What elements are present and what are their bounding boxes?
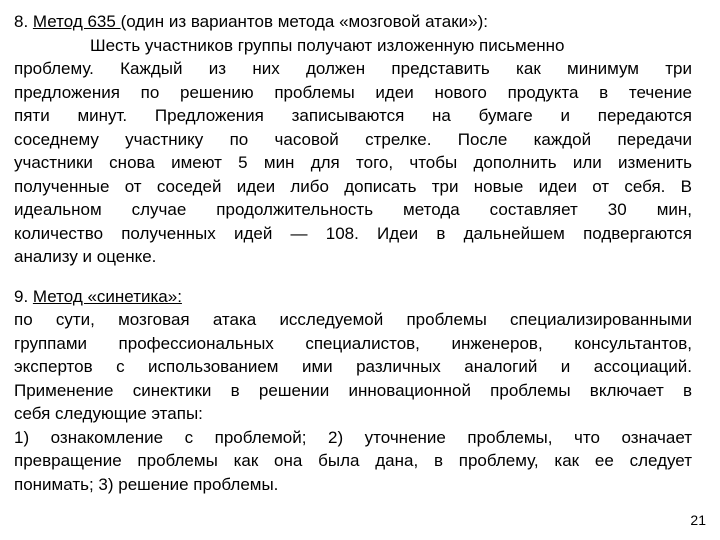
slide-page <box>14 10 692 496</box>
paragraph-line: соседнему участнику по часовой стрелке. После каждой передачи <box>14 129 692 149</box>
section-9-number: 9. <box>14 286 33 306</box>
section-8-heading <box>14 10 692 34</box>
paragraph-line: анализу и оценке. <box>14 247 157 266</box>
paragraph-line: Применение синектики в решении инновационной проблемы включает в <box>14 380 692 400</box>
paragraph-line: себя следующие этапы: <box>14 404 203 423</box>
section-9-title: Метод «синетика»: <box>32 286 182 306</box>
paragraph-line: участники снова имеют 5 мин для того, чтобы дополнить или изменить <box>14 153 692 172</box>
paragraph-line: пяти минут. Предложения записываются на бумаге и передаются <box>14 106 692 125</box>
paragraph-line: понимать; 3) решение проблемы. <box>14 474 279 494</box>
section-8-subtitle: (один из вариантов метода «мозговой атаки»): <box>120 12 488 31</box>
paragraph-line: Шесть участников группы получают изложенную письменно <box>90 35 565 55</box>
paragraph-line: предложения по решению проблемы идеи нового продукта в течение <box>14 82 692 102</box>
section-8-number: 8. <box>14 12 33 31</box>
paragraph-line: проблему. Каждый из них должен представить как минимум три <box>14 59 692 78</box>
paragraph-line: группами профессиональных специалистов, инженеров, консультантов, <box>14 333 692 353</box>
paragraph-line: количество полученных идей — 108. Идеи в дальнейшем подвергаются <box>14 223 692 243</box>
paragraph-line: экспертов с использованием ими различных аналогий и ассоциаций. <box>14 357 692 376</box>
paragraph-line: превращение проблемы как она была дана, в проблему, как ее следует <box>14 451 692 470</box>
page-number: 21 <box>690 512 706 528</box>
paragraph-line: полученные от соседей идеи либо дописать три новые идеи от себя. В <box>14 176 692 196</box>
paragraph-line: 1) ознакомление с проблемой; 2) уточнение проблемы, что означает <box>14 427 692 447</box>
section-9-heading <box>14 285 692 309</box>
paragraph-line: по сути, мозговая атака исследуемой проблемы специализированными <box>14 310 692 329</box>
section-8-title: Метод 635 <box>32 12 121 31</box>
paragraph-line: идеальном случае продолжительность метода составляет 30 мин, <box>14 200 692 219</box>
section-spacer <box>14 269 692 285</box>
